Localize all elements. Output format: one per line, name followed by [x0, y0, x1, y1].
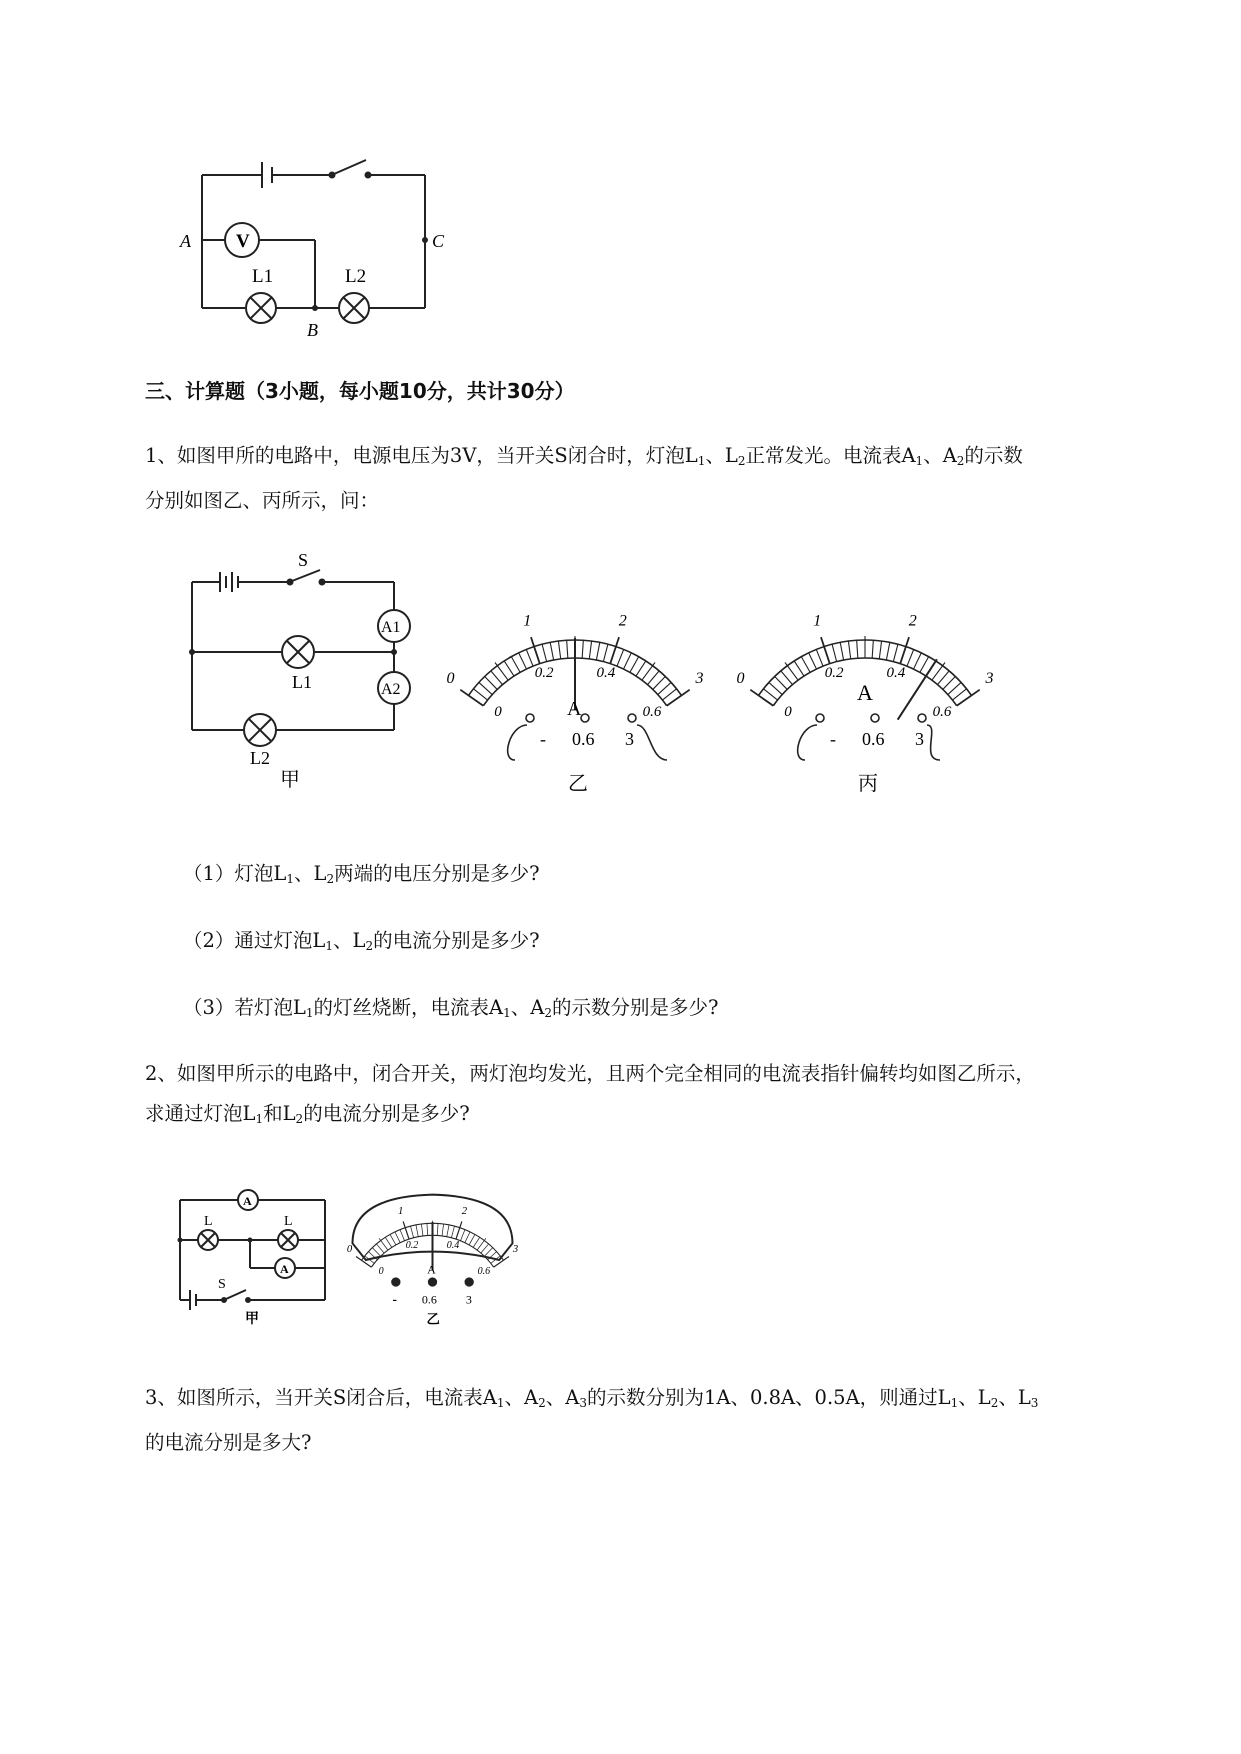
- terminal-3: 3: [625, 729, 634, 749]
- meter-tick: [603, 644, 608, 661]
- meter-tick: [816, 649, 823, 666]
- meter-tick: [473, 1237, 480, 1247]
- figure-caption-yi: 乙: [568, 773, 588, 795]
- ammeter-a-label: A: [243, 1194, 252, 1208]
- meter-tick: [769, 682, 782, 694]
- terminal-0-6: 0.6: [862, 729, 885, 749]
- question-2-line-2: 求通过灯泡L1和L2的电流分别是多少?: [145, 1102, 470, 1126]
- point-b-label: B: [307, 320, 318, 340]
- question-3-line-2: 的电流分别是多大?: [145, 1431, 312, 1454]
- meter-tick: [451, 1226, 454, 1238]
- meter-tick: [943, 676, 956, 689]
- ammeter-a1-label: A1: [381, 619, 401, 636]
- meter-tick: [952, 689, 966, 700]
- bulb-l1-label: L1: [252, 266, 274, 287]
- meter-tick: [531, 637, 540, 664]
- meter-bottom-tick-label: 0.6: [932, 704, 952, 721]
- meter-tick: [403, 1221, 409, 1239]
- figure-caption-yi: 乙: [426, 1311, 440, 1327]
- question-1-line-1: 1、如图甲所的电路中，电源电压为3V，当开关S闭合时，灯泡L1、L2正常发光。电流表A1、A2的示数: [145, 444, 1023, 468]
- meter-bottom-tick-label: 0: [378, 1266, 384, 1278]
- q1-ammeter-bing: [735, 575, 995, 800]
- meter-tick: [582, 640, 583, 658]
- meter-tick: [840, 642, 843, 660]
- meter-top-tick-label: 2: [908, 612, 917, 630]
- meter-tick: [948, 682, 961, 694]
- meter-tick: [550, 642, 553, 660]
- meter-top-tick-label: 0: [736, 669, 745, 687]
- meter-bottom-tick-label: 0.4: [446, 1239, 460, 1251]
- meter-top-tick-label: 1: [523, 612, 532, 630]
- meter-tick: [542, 644, 547, 661]
- meter-tick: [385, 1237, 392, 1247]
- meter-top-tick-label: 3: [985, 669, 994, 687]
- question-1-text: [145, 436, 1155, 521]
- meter-tick: [893, 644, 898, 661]
- meter-tick: [624, 653, 632, 669]
- meter-tick: [376, 1244, 384, 1253]
- meter-bottom-tick-label: 0.4: [596, 664, 616, 681]
- meter-tick: [395, 1232, 400, 1243]
- meter-tick: [662, 689, 676, 700]
- question-1-part-3: （3）若灯泡L1的灯丝烧断，电流表A1、A2的示数分别是多少?: [183, 996, 719, 1020]
- meter-unit-label: A: [857, 680, 873, 705]
- terminal-0-6: 0.6: [421, 1292, 437, 1307]
- meter-tick: [473, 689, 487, 700]
- terminal-negative: -: [392, 1291, 397, 1307]
- question-2-text: [145, 1054, 1155, 1139]
- meter-tick: [879, 641, 881, 659]
- meter-tick: [658, 682, 671, 694]
- bulb-l2-label: L2: [345, 266, 367, 287]
- question-3-line-1: 3、如图所示，当开关S闭合后，电流表A1、A2、A3的示数分别为1A、0.8A、0.5A，则通过L1、L2、L3: [145, 1386, 1039, 1410]
- section-heading: 三、计算题（3小题，每小题10分，共计30分）: [145, 379, 575, 403]
- meter-top-tick-label: 0: [346, 1243, 353, 1255]
- meter-tick: [801, 657, 810, 673]
- question-1-line-2: 分别如图乙、丙所示，问：: [145, 489, 380, 512]
- meter-tick: [485, 676, 498, 689]
- meter-tick: [481, 1244, 489, 1253]
- meter-tick: [907, 649, 914, 666]
- meter-tick: [511, 657, 520, 673]
- meter-bottom-tick-label: 0.6: [477, 1266, 491, 1278]
- q1-ammeter-yi: [445, 575, 705, 800]
- meter-top-tick-label: 2: [618, 612, 627, 630]
- meter-tick: [491, 671, 503, 685]
- figure-caption-jia: 甲: [280, 769, 300, 788]
- voltmeter-circuit-figure: [170, 150, 470, 350]
- q2-ammeter-yi: [345, 1180, 520, 1330]
- meter-bottom-tick-label: 0: [784, 704, 792, 721]
- meter-tick: [456, 1221, 462, 1239]
- meter-tick: [567, 640, 568, 658]
- meter-bottom-tick-label: 0.6: [642, 704, 662, 721]
- meter-tick: [442, 1224, 444, 1236]
- meter-tick: [794, 661, 804, 676]
- meter-tick: [372, 1248, 380, 1257]
- point-c-label: C: [432, 231, 445, 251]
- meter-tick: [400, 1230, 404, 1241]
- meter-tick: [920, 657, 929, 673]
- meter-tick: [647, 671, 659, 685]
- meter-bottom-tick-label: 0.2: [405, 1239, 419, 1251]
- meter-tick: [465, 1232, 470, 1243]
- meter-tick: [484, 1248, 492, 1257]
- meter-tick: [589, 641, 591, 659]
- bulb-l2-label: L: [284, 1214, 293, 1229]
- ammeter-a2-label: A2: [381, 681, 401, 698]
- meter-tick: [937, 671, 949, 685]
- terminal-3: 3: [915, 729, 924, 749]
- meter-tick: [775, 676, 788, 689]
- meter-tick: [469, 1234, 475, 1244]
- terminal-negative: -: [830, 729, 836, 749]
- meter-tick: [886, 642, 889, 660]
- meter-top-tick-label: 1: [397, 1205, 404, 1217]
- meter-top-tick-label: 3: [695, 669, 704, 687]
- meter-tick: [914, 653, 922, 669]
- question-1-part-2: （2）通过灯泡L1、L2的电流分别是多少?: [183, 929, 540, 953]
- meter-bottom-tick-label: 0: [494, 704, 502, 721]
- meter-top-tick-label: 2: [461, 1205, 468, 1217]
- terminal-0-6: 0.6: [572, 729, 595, 749]
- meter-tick: [636, 661, 646, 676]
- meter-tick: [479, 682, 492, 694]
- question-1-part-1: （1）灯泡L1、L2两端的电压分别是多少?: [183, 862, 540, 886]
- q2-circuit-jia: [170, 1180, 340, 1330]
- meter-unit-label: A: [567, 698, 582, 720]
- meter-tick: [411, 1226, 414, 1238]
- point-a-label: A: [180, 231, 191, 251]
- meter-tick: [427, 1224, 428, 1236]
- meter-tick: [630, 657, 639, 673]
- figure-caption-bing: 丙: [858, 773, 878, 795]
- figure-caption-jia: 甲: [245, 1312, 259, 1327]
- meter-tick: [558, 641, 560, 659]
- meter-tick: [872, 640, 873, 658]
- meter-bottom-tick-label: 0.2: [534, 664, 554, 681]
- meter-top-tick-label: 0: [446, 669, 455, 687]
- meter-tick: [821, 637, 830, 664]
- meter-tick: [526, 649, 533, 666]
- meter-tick: [617, 649, 624, 666]
- meter-top-tick-label: 3: [512, 1243, 519, 1255]
- meter-top-tick-label: 1: [813, 612, 822, 630]
- bulb-l1-label: L: [204, 1214, 213, 1229]
- meter-bottom-tick-label: 0.2: [824, 664, 844, 681]
- meter-tick: [781, 671, 793, 685]
- meter-tick: [610, 637, 619, 664]
- meter-tick: [848, 641, 850, 659]
- bulb-l1-label: L1: [292, 672, 312, 692]
- meter-tick: [437, 1224, 438, 1236]
- meter-tick: [653, 676, 666, 689]
- question-3-text: [145, 1378, 1155, 1463]
- terminal-negative: -: [540, 729, 546, 749]
- meter-tick: [900, 637, 909, 664]
- meter-tick: [447, 1225, 449, 1237]
- switch-s-label: S: [218, 1277, 226, 1292]
- meter-unit-label: A: [427, 1262, 436, 1277]
- meter-tick: [809, 653, 817, 669]
- meter-tick: [416, 1225, 418, 1237]
- meter-tick: [460, 1230, 464, 1241]
- question-2-line-1: 2、如图甲所示的电路中，闭合开关，两灯泡均发光，且两个完全相同的电流表指针偏转均如图乙所示，: [145, 1062, 1035, 1085]
- meter-tick: [857, 640, 858, 658]
- switch-s-label: S: [298, 550, 309, 570]
- bulb-l2-label: L2: [250, 748, 270, 768]
- ammeter-a1-label: A: [280, 1262, 289, 1276]
- meter-tick: [504, 661, 514, 676]
- meter-tick: [519, 653, 527, 669]
- voltmeter-label: V: [236, 231, 250, 252]
- meter-tick: [390, 1234, 396, 1244]
- meter-bottom-tick-label: 0.4: [886, 664, 906, 681]
- meter-tick: [596, 642, 599, 660]
- meter-tick: [421, 1224, 423, 1236]
- meter-tick: [763, 689, 777, 700]
- q1-circuit-jia: [180, 548, 420, 788]
- meter-tick: [832, 644, 837, 661]
- terminal-3: 3: [465, 1292, 472, 1307]
